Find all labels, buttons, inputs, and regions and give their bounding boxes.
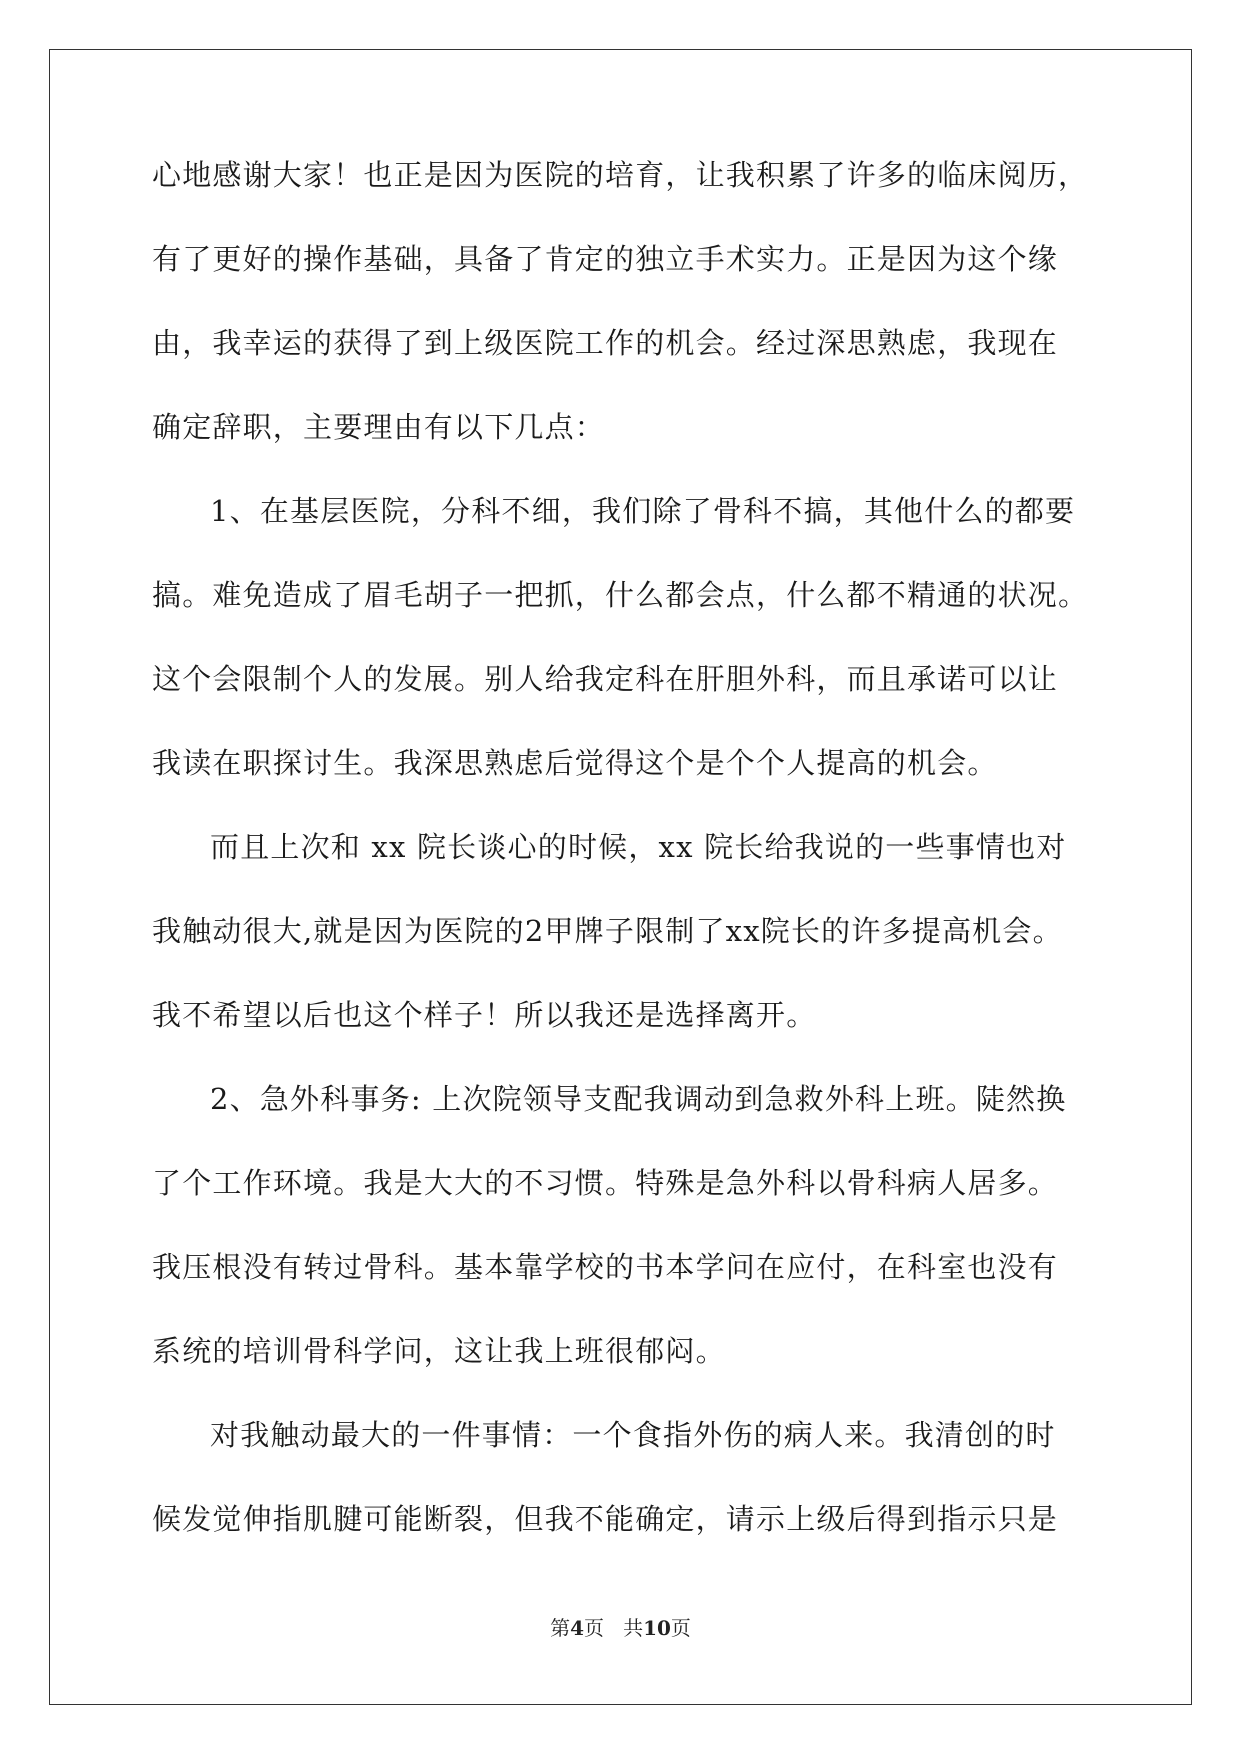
text-line: 确定辞职，主要理由有以下几点： <box>152 410 606 444</box>
text-line: 而且上次和 xx 院长谈心的时候，xx 院长给我说的一些事情也对 <box>210 830 1067 864</box>
text-line: 有了更好的操作基础，具备了肯定的独立手术实力。正是因为这个缘 <box>152 242 1059 276</box>
text-line: 我读在职探讨生。我深思熟虑后觉得这个是个个人提高的机会。 <box>152 746 998 780</box>
text-line: 了个工作环境。我是大大的不习惯。特殊是急外科以骨科病人居多。 <box>152 1166 1059 1200</box>
total-prefix: 共 <box>623 1616 644 1640</box>
text-line: 这个会限制个人的发展。别人给我定科在肝胆外科，而且承诺可以让 <box>152 662 1059 696</box>
text-line: 2、急外科事务: 上次院领导支配我调动到急救外科上班。陡然换 <box>210 1082 1067 1116</box>
document-body <box>152 150 1092 1578</box>
text-line: 系统的培训骨科学问，这让我上班很郁闷。 <box>152 1334 726 1368</box>
total-suffix: 页 <box>670 1616 691 1640</box>
text-line: 我触动很大,就是因为医院的2甲牌子限制了xx院长的许多提高机会。 <box>152 914 1063 948</box>
page-prefix: 第 <box>550 1616 571 1640</box>
page-suffix: 页 <box>584 1616 604 1640</box>
text-line: 心地感谢大家！也正是因为医院的培育，让我积累了许多的临床阅历， <box>152 158 1089 192</box>
total-pages: 10 <box>643 1616 671 1640</box>
text-line: 候发觉伸指肌腱可能断裂，但我不能确定，请示上级后得到指示只是 <box>152 1502 1059 1536</box>
text-line: 由，我幸运的获得了到上级医院工作的机会。经过深思熟虑，我现在 <box>152 326 1059 360</box>
text-line: 我压根没有转过骨科。基本靠学校的书本学问在应付，在科室也没有 <box>152 1250 1059 1284</box>
page-number: 4 <box>570 1616 584 1640</box>
text-line: 对我触动最大的一件事情：一个食指外伤的病人来。我清创的时 <box>210 1418 1056 1452</box>
text-line: 1、在基层医院，分科不细，我们除了骨科不搞，其他什么的都要 <box>210 494 1076 528</box>
text-line: 我不希望以后也这个样子！所以我还是选择离开。 <box>152 998 817 1032</box>
text-line: 搞。难免造成了眉毛胡子一把抓，什么都会点，什么都不精通的状况。 <box>152 578 1089 612</box>
page-footer <box>0 1612 1241 1641</box>
